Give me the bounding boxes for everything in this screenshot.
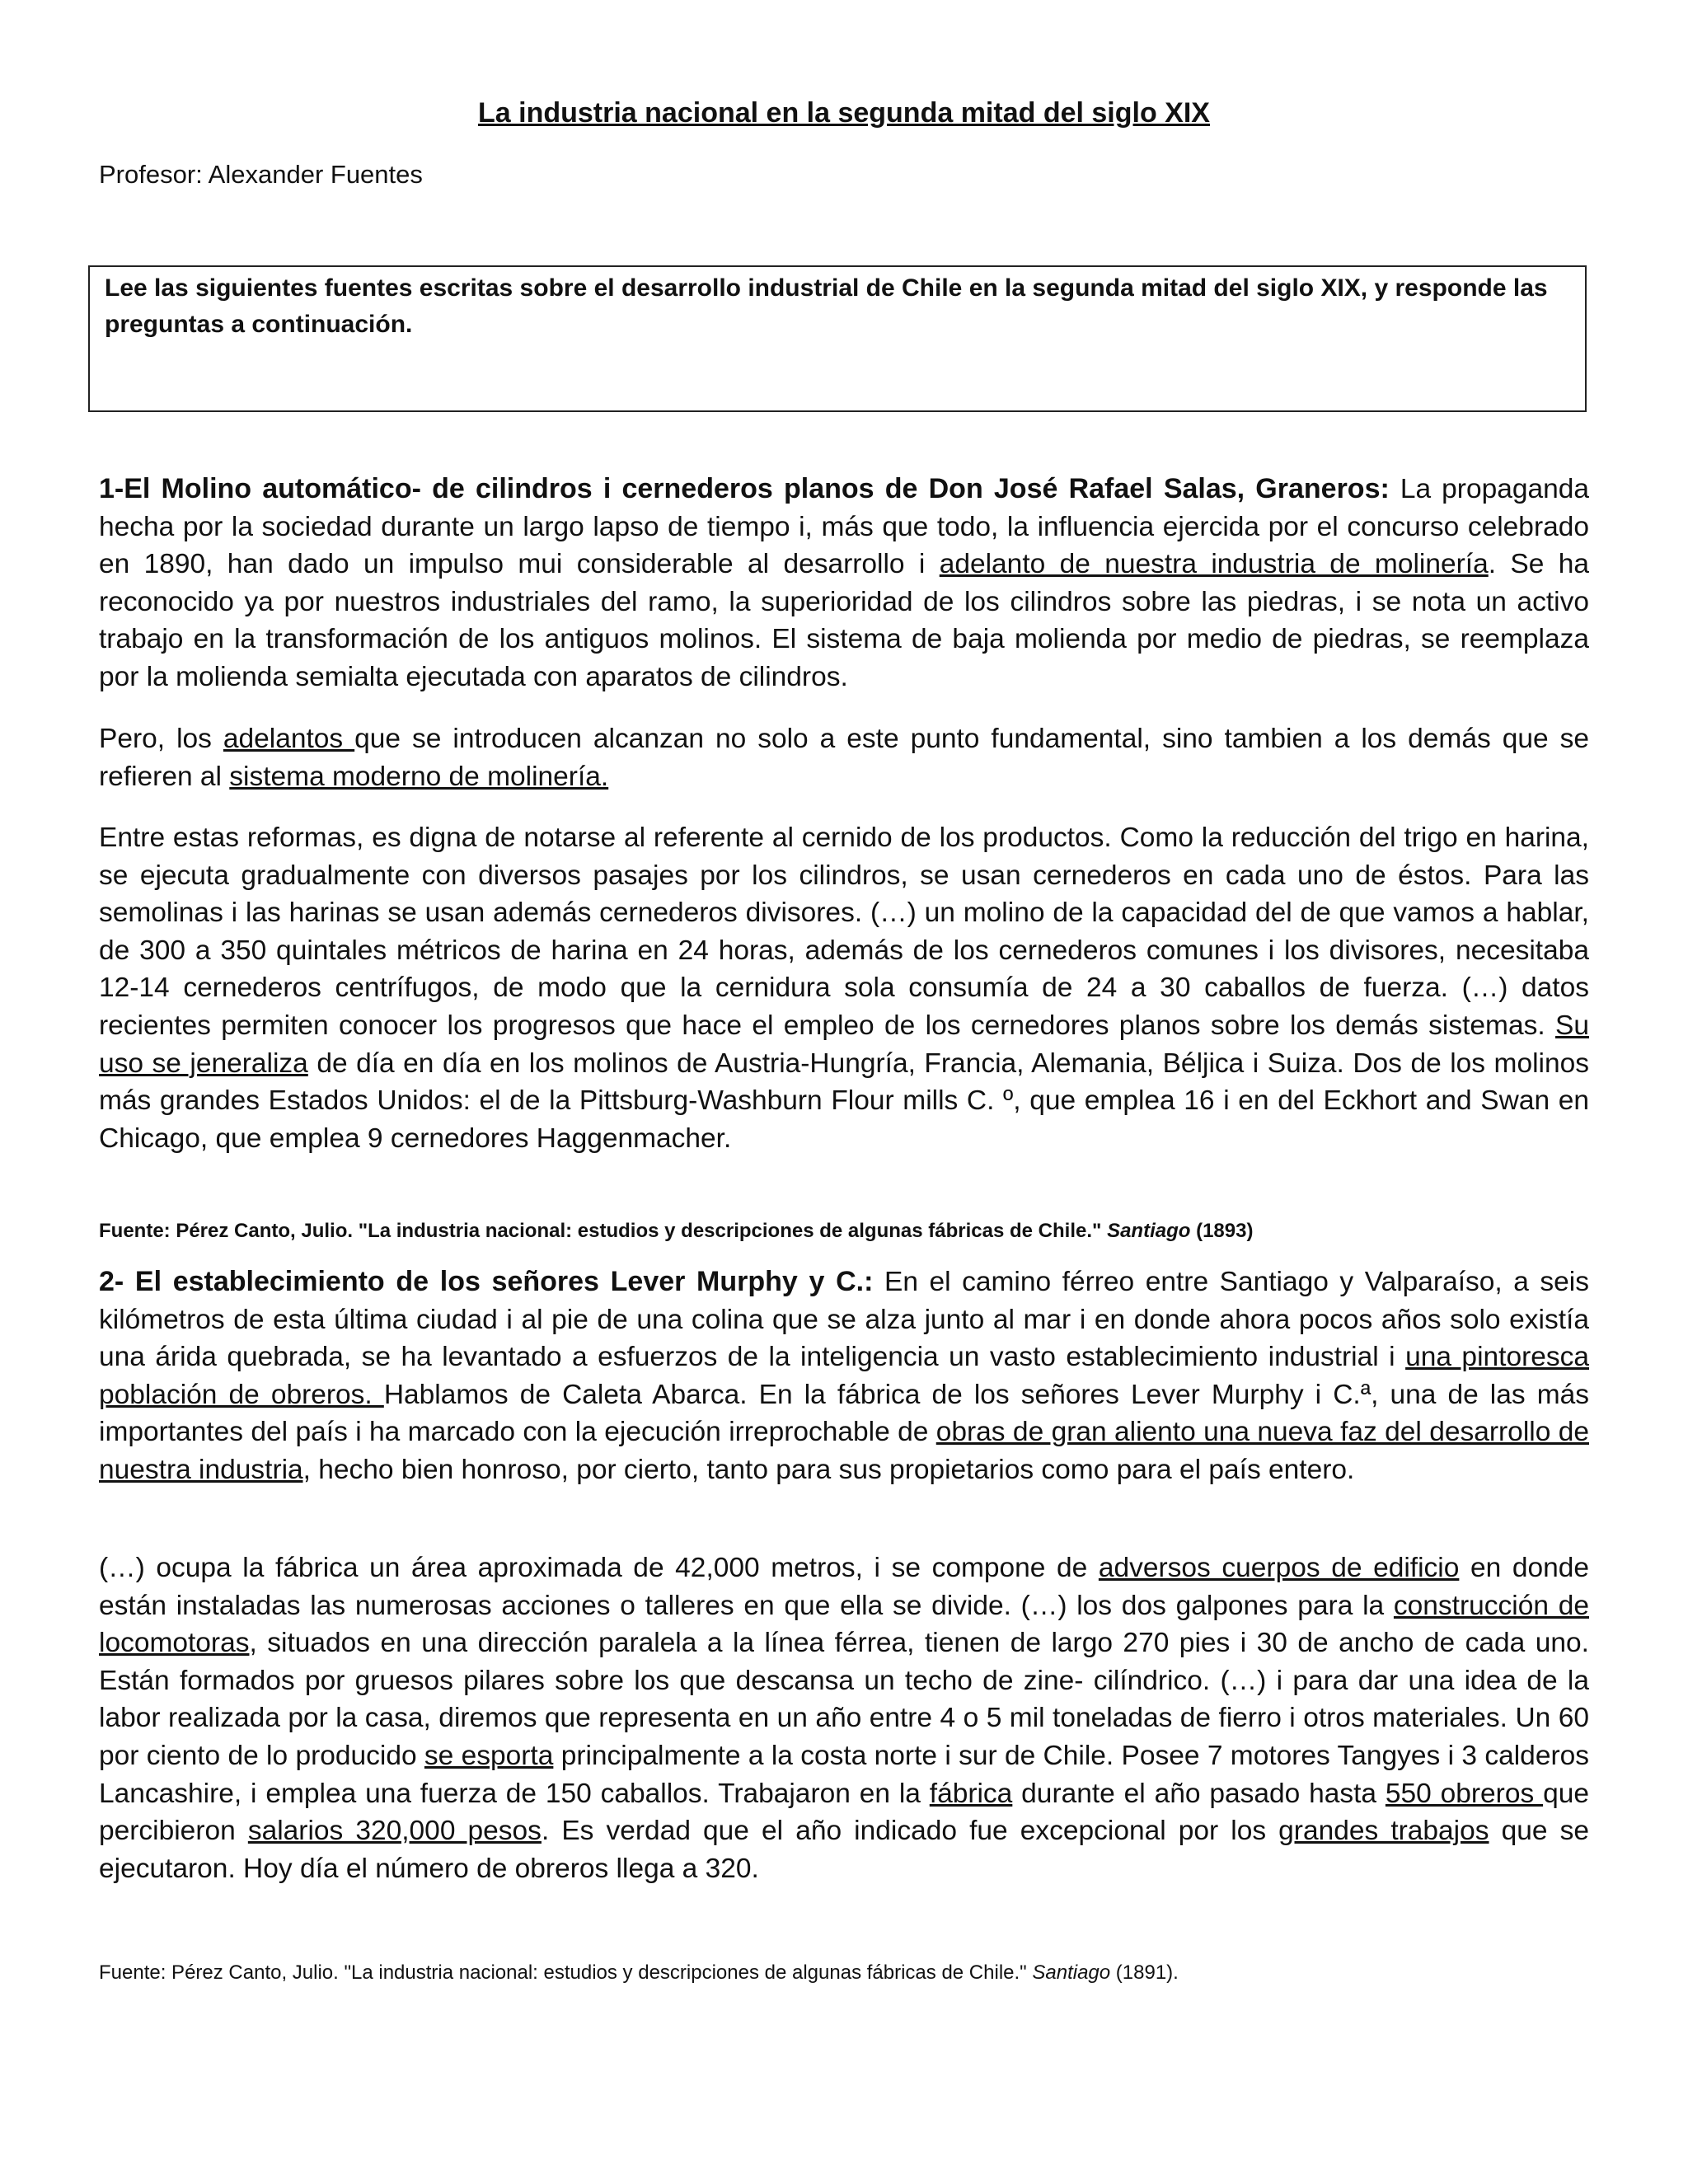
instruction-text: Lee las siguientes fuentes escritas sobre el desarrollo industrial de Chile en la segunda mitad del siglo XIX, y responde las preguntas a continuación. bbox=[105, 274, 1548, 338]
underlined-text: Su uso se jeneraliza bbox=[99, 1010, 1589, 1079]
text-run: que se ejecutaron. Hoy día el número de obreros llega a 320. bbox=[99, 1816, 1589, 1884]
document-title: La industria nacional en la segunda mitad del siglo XIX bbox=[478, 97, 1210, 129]
citation-year: (1891). bbox=[1110, 1961, 1179, 1984]
instruction-box bbox=[88, 265, 1587, 412]
source2-block bbox=[99, 1263, 1589, 1489]
underlined-text: una pintoresca población de obreros. bbox=[99, 1342, 1589, 1410]
underlined-text: obras de gran aliento una nueva faz del desarrollo de nuestra industria, bbox=[99, 1417, 1589, 1485]
citation-text: Fuente: Pérez Canto, Julio. "La industria nacional: estudios y descripciones de algunas fábricas de Chile." bbox=[99, 1961, 1033, 1984]
text-run: . Se ha reconocido ya por nuestros industriales del ramo, la superioridad de los cilindros sobre las piedras, i se nota un activo trabajo en la transformación de los antiguos molinos. El sistema de baja molienda por medio de piedras, se reemplaza por la molienda semialta ejecutada con aparatos de cilindros. bbox=[99, 549, 1589, 692]
underlined-text: salarios 320,000 pesos bbox=[247, 1816, 542, 1847]
underlined-text: sistema moderno de molinería. bbox=[229, 761, 609, 792]
source1-block bbox=[99, 471, 1589, 696]
underlined-text: adversos cuerpos de edificio bbox=[1098, 1553, 1460, 1583]
text-run: de día en día en los molinos de Austria-Hungría, Francia, Alemania, Béljica i Suiza. Dos de los molinos más grandes Estados Unidos: el de la Pittsburg-Washburn Flour mills C. º, que emplea 16 i en del Eckhort and Swan en Chicago, que emplea 9 cernedores Haggenmacher. bbox=[99, 1047, 1589, 1154]
underlined-text: 550 obreros bbox=[1385, 1778, 1544, 1809]
text-run: , situados en una dirección paralela a la línea férrea, tienen de largo 270 pies i 30 de ancho de cada uno. Están formados por gruesos pilares sobre los que descansa un techo de zine- cilíndrico. (…) i para dar una idea de la labor realizada por la casa, diremos que representa en un año entre 4 o 5 mil toneladas de fierro i otros materiales. Un 60 por ciento de lo producido bbox=[99, 1628, 1589, 1771]
citation-place: Santiago bbox=[1107, 1220, 1191, 1242]
underlined-text: se esporta bbox=[424, 1740, 554, 1771]
text-run: principalmente a la costa norte i sur de Chile. Posee 7 motores Tangyes i 3 calderos Lancashire, i emplea una fuerza de 150 caballos. Trabajaron en la bbox=[99, 1740, 1589, 1809]
text-run: Pero, los bbox=[99, 724, 223, 754]
underlined-text: adelantos bbox=[223, 724, 355, 754]
source2-paragraph-2 bbox=[99, 1549, 1589, 1887]
teacher-name: Profesor: Alexander Fuentes bbox=[99, 160, 423, 189]
citation-text: Fuente: Pérez Canto, Julio. "La industria nacional: estudios y descripciones de algunas fábricas de Chile." bbox=[99, 1220, 1108, 1242]
text-run: en donde están instaladas las numerosas acciones o talleres en que ella se divide. (…) los dos galpones para la bbox=[99, 1553, 1589, 1621]
source1-paragraph-2 bbox=[99, 720, 1589, 795]
citation-place: Santiago bbox=[1032, 1961, 1111, 1984]
source2-paragraph-1 bbox=[99, 1263, 1589, 1489]
text-run: En el camino férreo entre Santiago y Valparaíso, a seis kilómetros de esta última ciudad i al pie de una colina que se alza junto al mar i en donde ahora pocos años solo existía una árida quebrada, se ha levantado a esfuerzos de la inteligencia un vasto establecimiento industrial i bbox=[99, 1267, 1589, 1373]
source1-paragraph-1 bbox=[99, 471, 1589, 696]
text-run: Entre estas reformas, es digna de notarse al referente al cernido de los productos. Como la reducción del trigo en harina, se ejecuta gradualmente con diversos pasajes por los cilindros, se usan cernederos en cada uno de éstos. Para las semolinas i las harinas se usan además cernederos divisores. (…) un molino de la capacidad del de que vamos a hablar, de 300 a 350 quintales métricos de harina en 24 horas, además de los cernederos comunes i los divisores, necesitaba 12-14 cernederos centrífugos, de modo que la cernidura sola consumía de 24 a 30 caballos de fuerza. (…) datos recientes permiten conocer los progresos que hace el empleo de los cernedores planos sobre los demás sistemas. bbox=[99, 823, 1589, 1041]
source1-heading: 1-El Molino automático- de cilindros i cernederos planos de Don José Rafael Salas, Graneros: bbox=[99, 473, 1390, 504]
source1-citation bbox=[99, 1218, 1589, 1244]
underlined-text: grandes trabajos bbox=[1278, 1816, 1489, 1847]
text-run: (…) ocupa la fábrica un área aproximada de 42,000 metros, i se compone de bbox=[99, 1553, 1099, 1583]
source2-heading: 2- El establecimiento de los señores Lever Murphy y C.: bbox=[99, 1266, 874, 1297]
underlined-text: adelanto de nuestra industria de molinería bbox=[939, 549, 1489, 580]
text-run: hecho bien honroso, por cierto, tanto para sus propietarios como para el país entero. bbox=[310, 1454, 1355, 1485]
citation-year: (1893) bbox=[1190, 1220, 1254, 1242]
text-run: La propaganda hecha por la sociedad durante un largo lapso de tiempo i, más que todo, la influencia ejercida por el concurso celebrado en 1890, han dado un impulso mui considerable al desarrollo i bbox=[99, 474, 1589, 580]
underlined-text: construcción de locomotoras bbox=[99, 1590, 1589, 1659]
source1-paragraph-3 bbox=[99, 819, 1589, 1157]
underlined-text: fábrica bbox=[929, 1778, 1013, 1809]
text-run: que percibieron bbox=[99, 1778, 1589, 1847]
text-run: durante el año pasado hasta bbox=[1012, 1778, 1386, 1809]
text-run: Hablamos de Caleta Abarca. En la fábrica de los señores Lever Murphy i C.ª, una de las más importantes del país i ha marcado con la ejecución irreprochable de bbox=[99, 1379, 1590, 1448]
source2-citation bbox=[99, 1960, 1589, 1986]
text-run: . Es verdad que el año indicado fue excepcional por los bbox=[541, 1816, 1279, 1847]
text-run: que se introducen alcanzan no solo a este punto fundamental, sino tambien a los demás que se refieren al bbox=[99, 724, 1589, 792]
